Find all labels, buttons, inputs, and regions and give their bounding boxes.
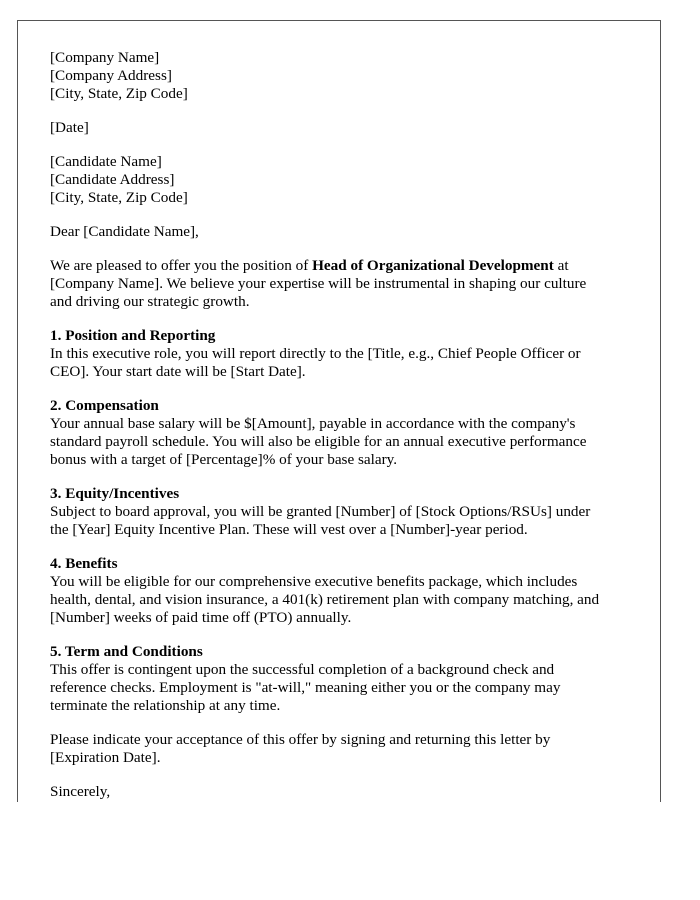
intro-line-1-before: We are pleased to offer you the position of [50, 257, 313, 274]
section-heading: 4. Benefits [50, 555, 118, 572]
section-line: [Number] weeks of paid time off (PTO) annually. [50, 609, 352, 626]
section-line: This offer is contingent upon the successful completion of a background check and [50, 661, 555, 678]
intro-line-1-after: at [553, 257, 569, 274]
section-line: Your annual base salary will be $[Amount], payable in accordance with the company's [50, 415, 576, 432]
signoff [50, 783, 640, 801]
section-line: You will be eligible for our comprehensive executive benefits package, which includes [50, 573, 578, 590]
sender-address [50, 49, 640, 103]
sender-city-state-zip: [City, State, Zip Code] [50, 85, 188, 102]
salutation [50, 223, 640, 241]
section-heading: 3. Equity/Incentives [50, 485, 180, 502]
section-compensation [50, 397, 640, 469]
section-benefits [50, 555, 640, 627]
signoff-text: Sincerely, [50, 783, 111, 800]
section-line: terminate the relationship at any time. [50, 697, 281, 714]
section-line: CEO]. Your start date will be [Start Date]. [50, 363, 306, 380]
closing-paragraph [50, 731, 640, 767]
closing-line-2: [Expiration Date]. [50, 749, 161, 766]
intro-paragraph [50, 257, 640, 311]
section-line: Subject to board approval, you will be granted [Number] of [Stock Options/RSUs] under [50, 503, 591, 520]
salutation-text: Dear [Candidate Name], [50, 223, 199, 240]
section-position-reporting [50, 327, 640, 381]
section-line: bonus with a target of [Percentage]% of your base salary. [50, 451, 398, 468]
section-equity-incentives [50, 485, 640, 539]
section-heading: 5. Term and Conditions [50, 643, 203, 660]
section-heading: 1. Position and Reporting [50, 327, 216, 344]
intro-line-1 [50, 257, 640, 275]
position-title: Head of Organizational Development [312, 257, 554, 274]
intro-line-2: [Company Name]. We believe your expertise will be instrumental in shaping our culture [50, 275, 587, 292]
section-term-conditions [50, 643, 640, 715]
section-line: In this executive role, you will report directly to the [Title, e.g., Chief People Officer or [50, 345, 581, 362]
letter-content [50, 49, 640, 802]
section-line: standard payroll schedule. You will also be eligible for an annual executive performance [50, 433, 587, 450]
sender-company-name: [Company Name] [50, 49, 160, 66]
closing-line-1: Please indicate your acceptance of this offer by signing and returning this letter by [50, 731, 551, 748]
section-line: the [Year] Equity Incentive Plan. These will vest over a [Number]-year period. [50, 521, 528, 538]
letter-page [17, 20, 661, 802]
section-line: health, dental, and vision insurance, a 401(k) retirement plan with company matching, and [50, 591, 600, 608]
section-line: reference checks. Employment is "at-will," meaning either you or the company may [50, 679, 561, 696]
date-text: [Date] [50, 119, 89, 136]
letter-date [50, 119, 640, 137]
recipient-city-state-zip: [City, State, Zip Code] [50, 189, 188, 206]
recipient-address [50, 153, 640, 207]
sender-company-address: [Company Address] [50, 67, 172, 84]
intro-line-3: and driving our strategic growth. [50, 293, 250, 310]
recipient-name: [Candidate Name] [50, 153, 162, 170]
section-heading: 2. Compensation [50, 397, 159, 414]
recipient-address-line: [Candidate Address] [50, 171, 175, 188]
